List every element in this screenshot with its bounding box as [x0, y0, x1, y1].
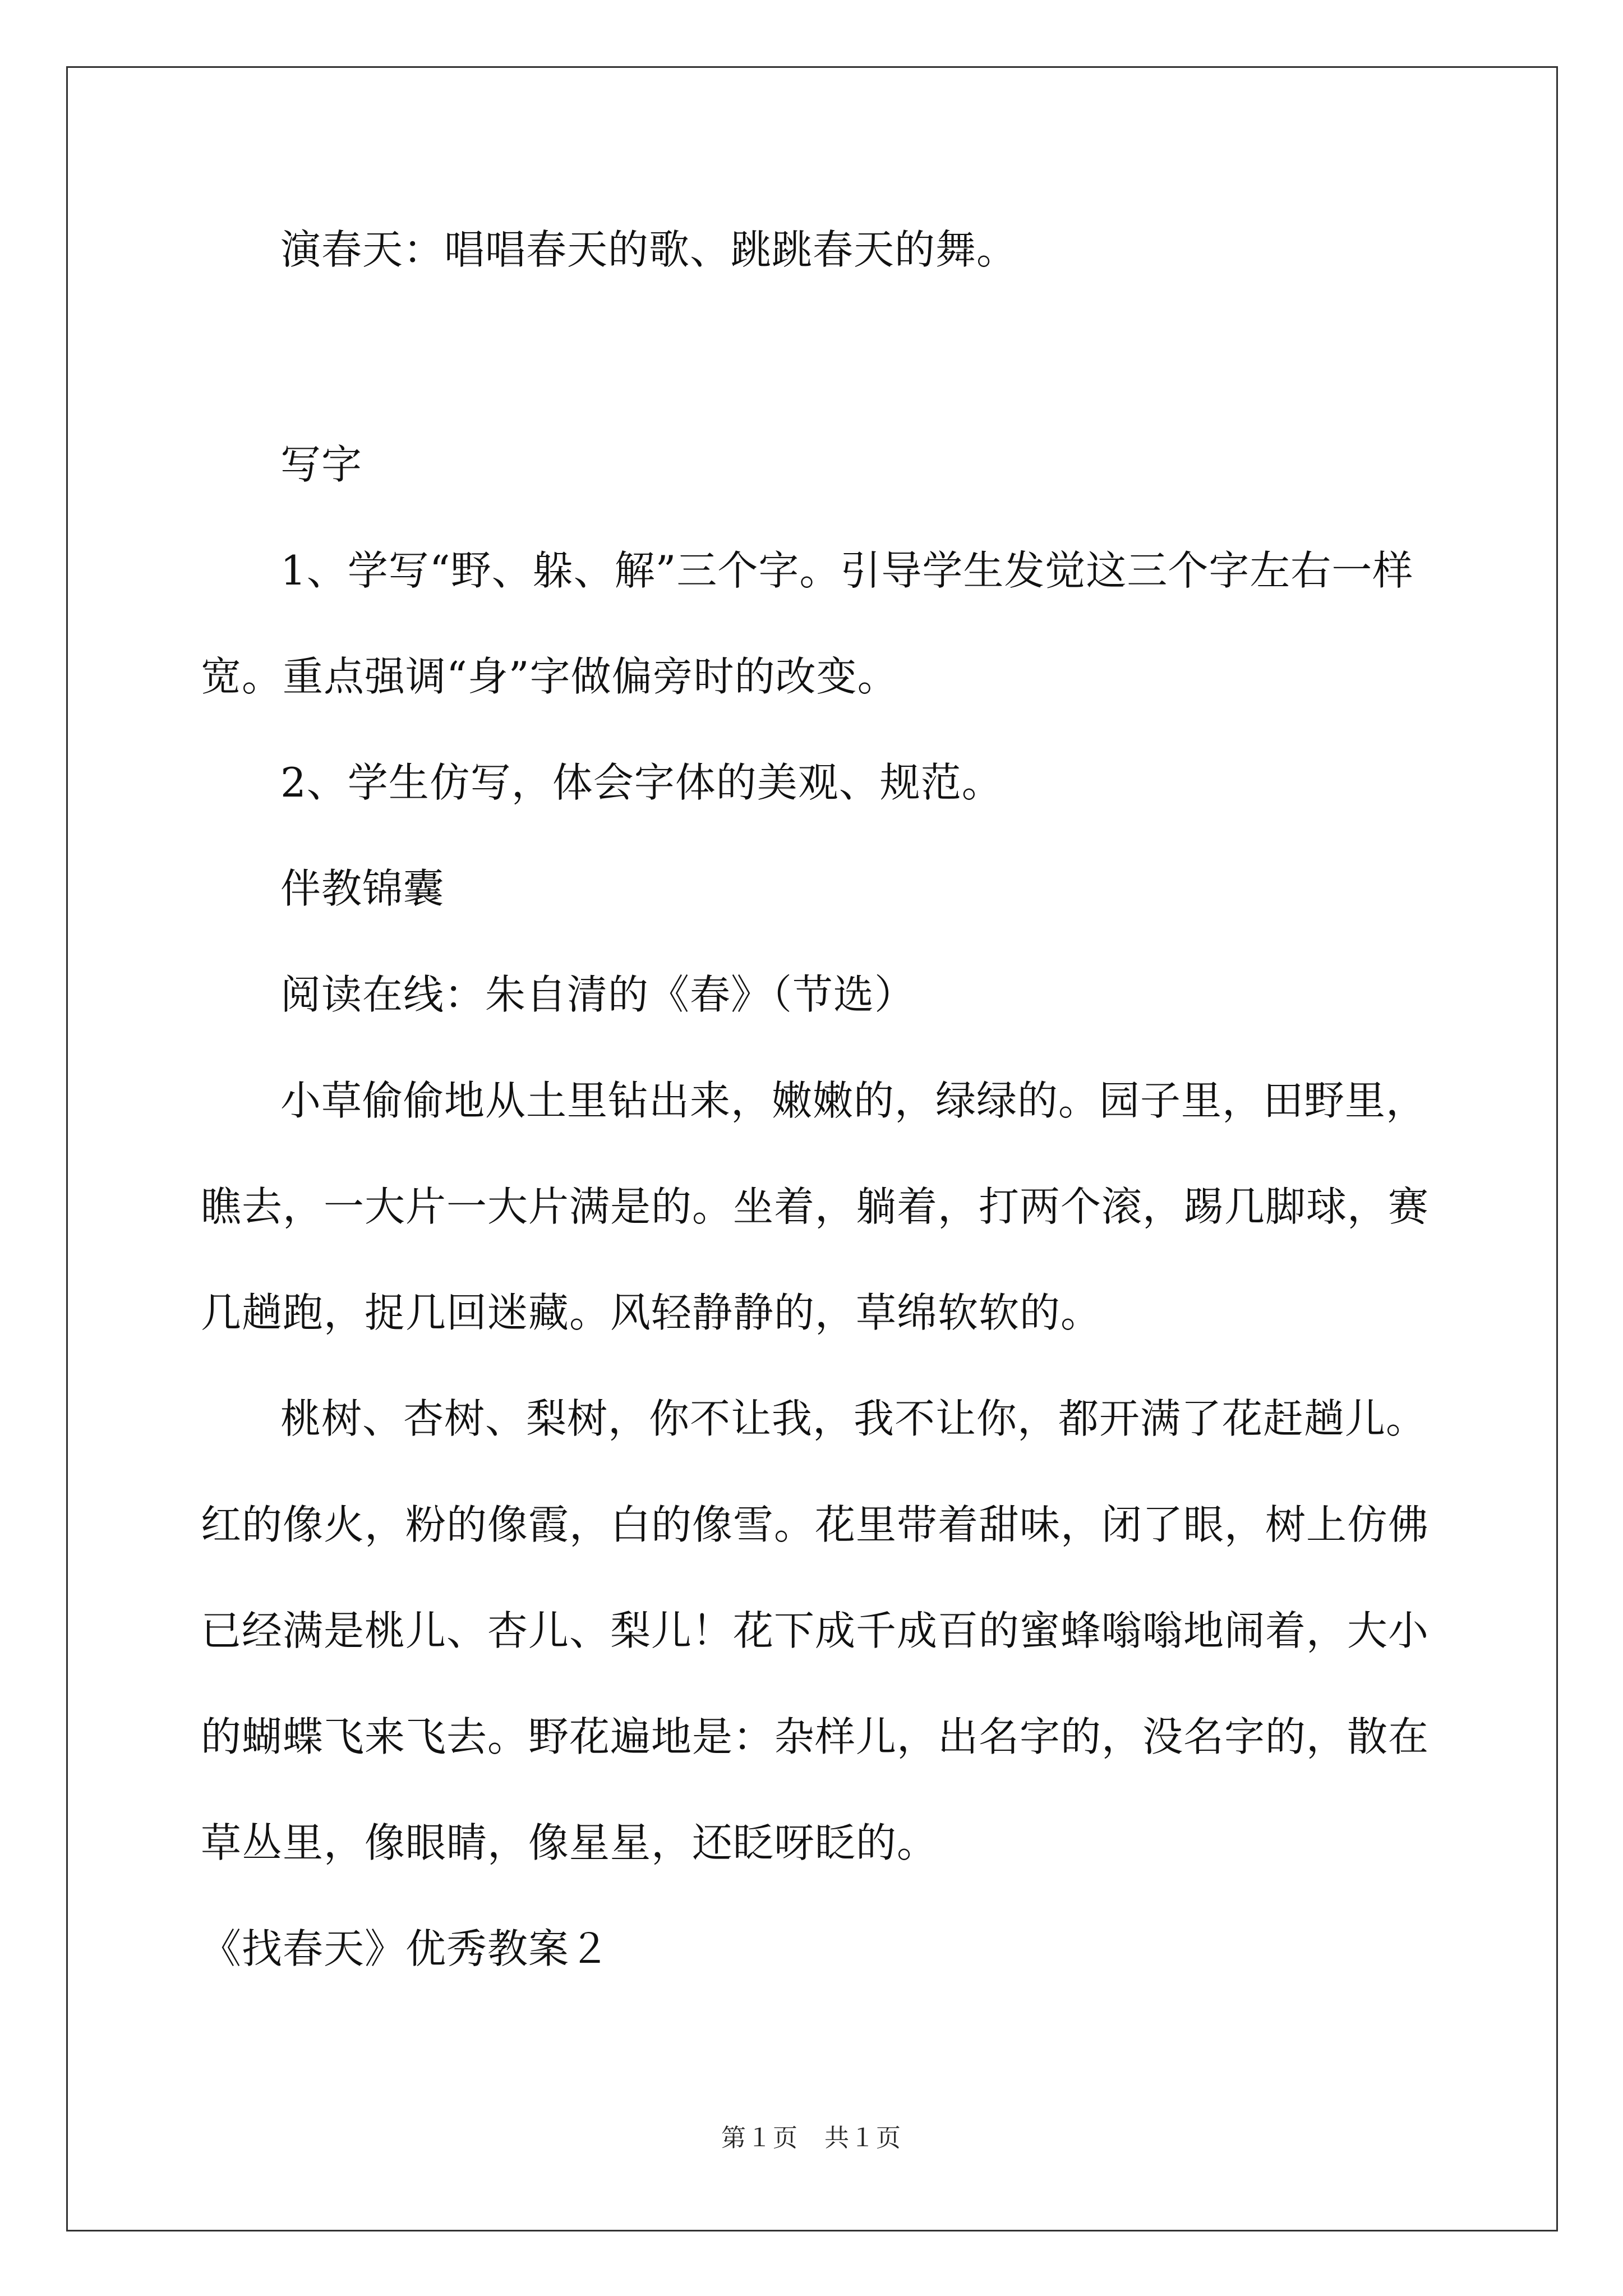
paragraph-writing-step-2: 2、学生仿写，体会字体的美观、规范。 — [280, 759, 1003, 806]
heading-teaching-tips: 伴教锦囊 — [280, 865, 445, 912]
paragraph-performance: 演春天：唱唱春天的歌、跳跳春天的舞。 — [280, 226, 1018, 273]
heading-reading-online: 阅读在线：朱自清的《春》（节选） — [280, 971, 916, 1018]
paragraph-trees-4: 的蝴蝶飞来飞去。野花遍地是：杂样儿，出名字的，没名字的，散在 — [201, 1713, 1430, 1760]
paragraph-trees-3: 已经满是桃儿、杏儿、梨儿！花下成千成百的蜜蜂嗡嗡地闹着，大小 — [201, 1607, 1430, 1654]
paragraph-writing-step-1: 1、学写“野、躲、解”三个字。引导学生发觉这三个字左右一样 — [280, 547, 1414, 594]
paragraph-trees-1: 桃树、杏树、梨树，你不让我，我不让你，都开满了花赶趟儿。 — [280, 1395, 1427, 1442]
page-footer: 第１页 共１页 — [721, 2124, 902, 2152]
paragraph-grass-3: 几趟跑，捉几回迷藏。风轻静静的，草绵软软的。 — [201, 1289, 1102, 1336]
paragraph-writing-step-1-cont: 宽。重点强调“身”字做偏旁时的改变。 — [201, 653, 898, 700]
section-title-lesson-2: 《找春天》优秀教案２ — [201, 1925, 611, 1972]
paragraph-grass-2: 瞧去，一大片一大片满是的。坐着，躺着，打两个滚，踢几脚球，赛 — [201, 1183, 1430, 1230]
paragraph-grass-1: 小草偷偷地从土里钻出来，嫩嫩的，绿绿的。园子里，田野里， — [280, 1077, 1427, 1124]
paragraph-trees-5: 草丛里，像眼睛，像星星，还眨呀眨的。 — [201, 1819, 938, 1866]
heading-writing: 写字 — [280, 441, 363, 488]
paragraph-trees-2: 红的像火，粉的像霞，白的像雪。花里带着甜味，闭了眼，树上仿佛 — [201, 1501, 1430, 1548]
